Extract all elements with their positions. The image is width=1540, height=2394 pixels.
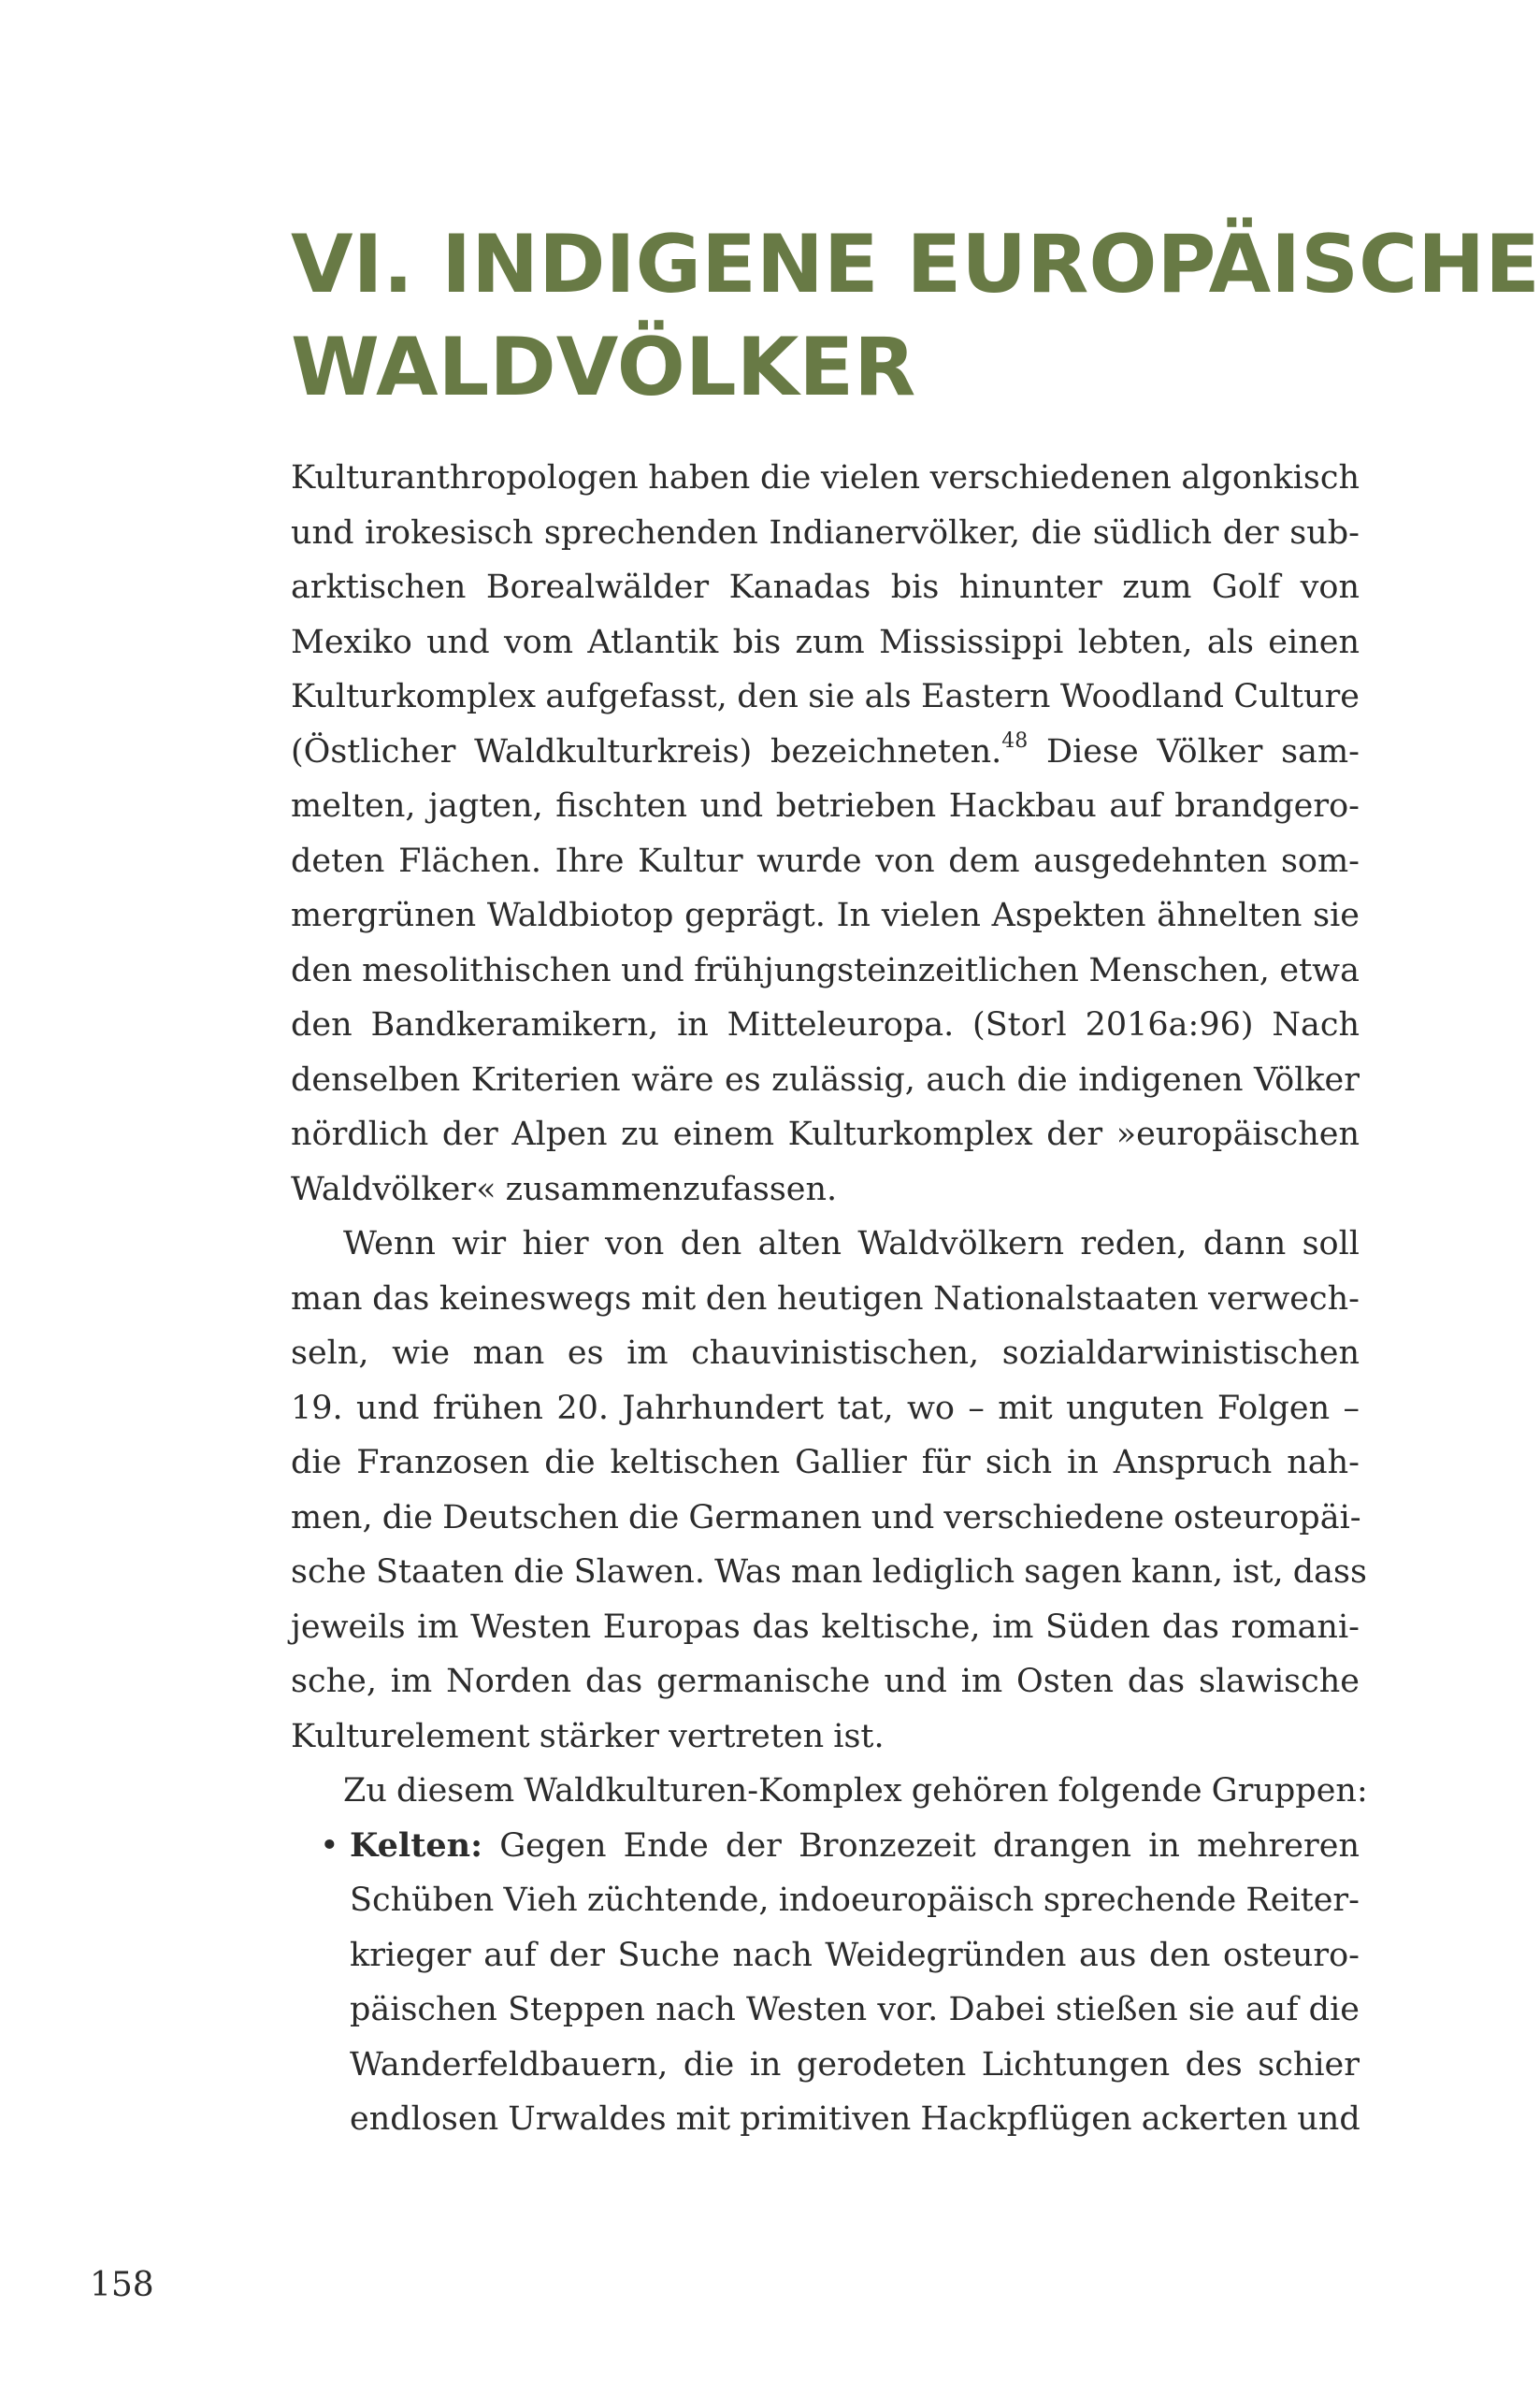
bullet-line: Schüben Vieh züchtende, indoeuropäisch sprechende Reiter- <box>350 1882 1360 1919</box>
bullet-line: krieger auf der Suche nach Weidegründen aus den osteuro- <box>350 1936 1360 1974</box>
paragraph-3 <box>291 1764 1368 1819</box>
paragraph-line-with-footnote <box>291 725 1360 780</box>
paragraph-line: den Bandkeramikern, in Mitteleuropa. (Storl 2016a:96) Nach <box>291 1006 1360 1044</box>
bullet-item-kelten <box>320 1819 1360 2147</box>
bullet-term: Kelten: <box>350 1825 483 1865</box>
paragraph-line: 19. und frühen 20. Jahrhundert tat, wo – mit unguten Folgen – <box>291 1389 1360 1427</box>
paragraph-line: nördlich der Alpen zu einem Kulturkomplex der »europäischen <box>291 1116 1360 1153</box>
paragraph-line: Waldvölker« zusammenzufassen. <box>291 1170 838 1208</box>
paragraph-line: Wenn wir hier von den alten Waldvölkern reden, dann soll <box>343 1225 1360 1262</box>
paragraph-line: man das keineswegs mit den heutigen Nationalstaaten verwech- <box>291 1279 1360 1318</box>
paragraph-line: Zu diesem Waldkulturen-Komplex gehören folgende Gruppen: <box>343 1772 1368 1810</box>
paragraph-2 <box>291 1217 1367 1764</box>
paragraph-line: mergrünen Waldbiotop geprägt. In vielen Aspekten ähnelten sie <box>291 897 1360 934</box>
paragraph-line: jeweils im Westen Europas das keltische, im Süden das romani- <box>291 1608 1360 1646</box>
paragraph-line: Mexiko und vom Atlantik bis zum Mississippi lebten, als einen <box>291 623 1360 661</box>
bullet-marker: • <box>320 1826 339 1865</box>
chapter-title <box>291 213 1540 419</box>
paragraph-1 <box>291 451 1360 1217</box>
paragraph-line: den mesolithischen und frühjungsteinzeitlichen Menschen, etwa <box>291 951 1360 989</box>
bullet-line: päischen Steppen nach Westen vor. Dabei stießen sie auf die <box>350 1991 1360 2028</box>
chapter-title-line-2: WALDVÖLKER <box>291 321 916 414</box>
page-number: 158 <box>90 2266 154 2304</box>
paragraph-line: seln, wie man es im chauvinistischen, sozialdarwinistischen <box>291 1334 1360 1372</box>
paragraph-line: men, die Deutschen die Germanen und verschiedene osteuropäi- <box>291 1498 1361 1536</box>
paragraph-line: denselben Kriterien wäre es zulässig, auch die indigenen Völker <box>291 1060 1360 1099</box>
bullet-line: endlosen Urwaldes mit primitiven Hackpflügen ackerten und <box>350 2100 1360 2138</box>
paragraph-line: die Franzosen die keltischen Gallier für sich in Anspruch nah- <box>291 1444 1360 1481</box>
paragraph-line: Kulturkomplex aufgefasst, den sie als Eastern Woodland Culture <box>291 678 1360 715</box>
bullet-list <box>291 1819 1360 2147</box>
paragraph-line: und irokesisch sprechenden Indianervölker, die südlich der sub- <box>291 513 1360 552</box>
line-text: Diese Völker sam- <box>1028 732 1360 771</box>
paragraph-line: Kulturanthropologen haben die vielen verschiedenen algonkisch <box>291 459 1360 497</box>
line-text: Gegen Ende der Bronzezeit drangen in mehreren <box>482 1826 1360 1865</box>
bullet-first-line <box>320 1819 1360 1874</box>
paragraph-line: sche, im Norden das germanische und im Osten das slawische <box>291 1663 1360 1700</box>
chapter-title-line-1: VI. INDIGENE EUROPÄISCHE <box>291 218 1540 311</box>
paragraph-line: sche Staaten die Slawen. Was man lediglich sagen kann, ist, dass <box>291 1553 1367 1591</box>
footnote-marker: 48 <box>1001 728 1029 753</box>
paragraph-line: arktischen Borealwälder Kanadas bis hinunter zum Golf von <box>291 569 1360 606</box>
paragraph-line: Kulturelement stärker vertreten ist. <box>291 1717 885 1755</box>
body-text <box>291 451 1368 2147</box>
bullet-line: Wanderfeldbauern, die in gerodeten Lichtungen des schier <box>350 2045 1360 2084</box>
line-text: (Östlicher Waldkulturkreis) bezeichneten. <box>291 732 1002 771</box>
paragraph-line: melten, jagten, fischten und betrieben Hackbau auf brandgero- <box>291 787 1360 825</box>
paragraph-line: deten Flächen. Ihre Kultur wurde von dem ausgedehnten som- <box>291 842 1360 880</box>
